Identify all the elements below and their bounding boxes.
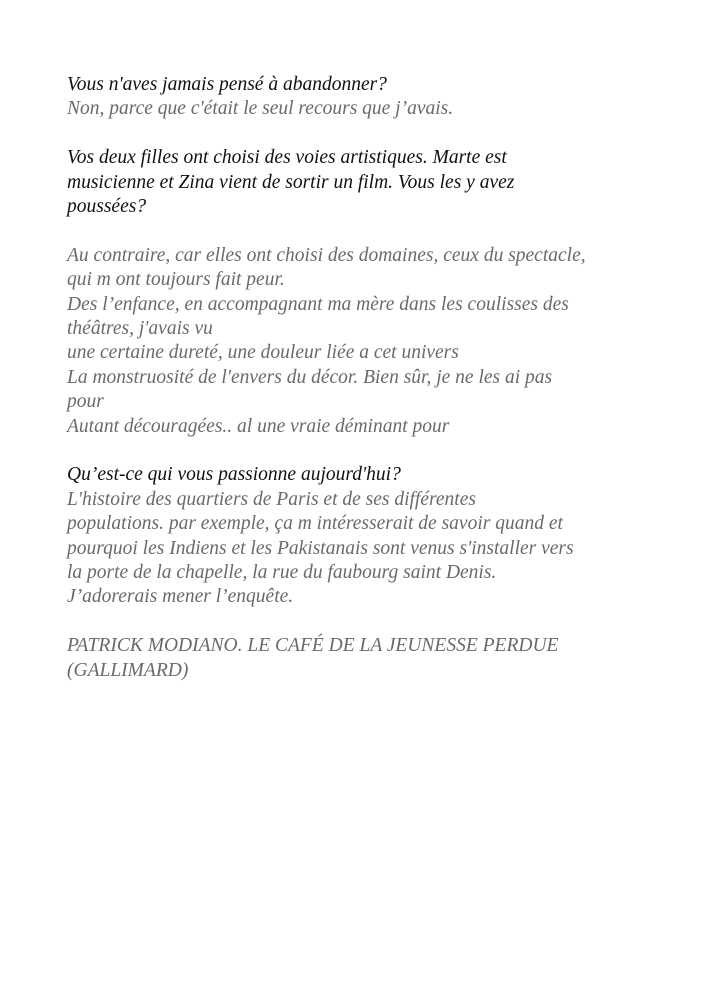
- answer-line: Non, parce que c'était le seul recours que j’avais.: [67, 98, 454, 120]
- question-line: Vous n'aves jamais pensé à abandonner?: [67, 74, 387, 95]
- answer-line: qui m ont toujours fait peur.: [67, 269, 285, 291]
- answer-line: La monstruosité de l'envers du décor. Bien sûr, je ne les ai pas: [67, 366, 553, 388]
- paragraph-spacer: [67, 122, 687, 146]
- interview-block-3: [67, 463, 687, 609]
- answer-line: Au contraire, car elles ont choisi des domaines, ceux du spectacle,: [67, 244, 586, 266]
- answer-line: une certaine dureté, une douleur liée a cet univers: [67, 342, 459, 364]
- source-credit: [67, 634, 687, 683]
- paragraph-spacer: [67, 610, 687, 634]
- answer-line: théâtres, j'avais vu: [67, 318, 213, 340]
- answer-line: la porte de la chapelle, la rue du faubourg saint Denis.: [67, 562, 497, 584]
- paragraph-spacer: [67, 439, 687, 463]
- question-line: musicienne et Zina vient de sortir un film. Vous les y avez: [67, 171, 515, 193]
- answer-line: L'histoire des quartiers de Paris et de ses différentes: [67, 488, 476, 510]
- question-line: Qu’est-ce qui vous passionne aujourd'hui?: [67, 464, 401, 486]
- credit-line: PATRICK MODIANO. LE CAFÉ DE LA JEUNESSE PERDUE: [67, 635, 559, 657]
- answer-line: populations. par exemple, ça m intéresserait de savoir quand et: [67, 513, 563, 535]
- question-line: Vos deux filles ont choisi des voies artistiques. Marte est: [67, 147, 507, 169]
- interview-block-1: [67, 73, 687, 122]
- document-page: [67, 73, 687, 683]
- paragraph-spacer: [67, 219, 687, 243]
- answer-line: pourquoi les Indiens et les Pakistanais sont venus s'installer vers: [67, 537, 574, 559]
- answer-line: J’adorerais mener l’enquête.: [67, 586, 294, 608]
- answer-line: Autant découragées.. al une vraie déminant pour: [67, 415, 450, 437]
- answer-line: Des l’enfance, en accompagnant ma mère dans les coulisses des: [67, 293, 569, 315]
- credit-line: (GALLIMARD): [67, 659, 189, 681]
- answer-line: pour: [67, 391, 104, 413]
- interview-block-2: [67, 146, 687, 439]
- question-line: poussées?: [67, 196, 147, 218]
